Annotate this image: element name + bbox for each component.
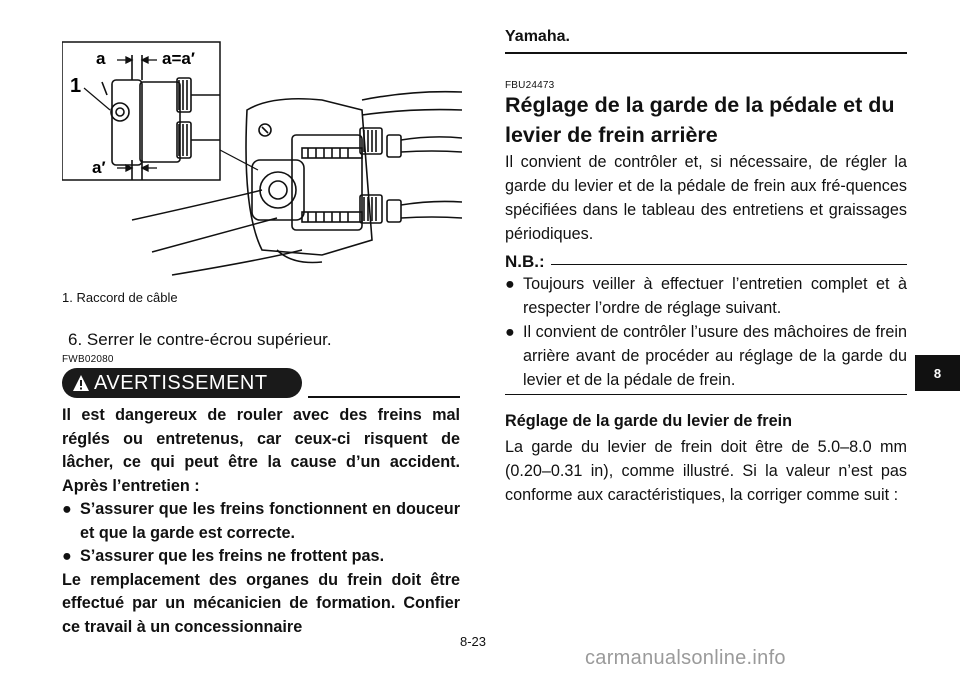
warning-bullet: [62, 498, 460, 545]
figure-label-1: 1: [70, 75, 82, 97]
section-heading: Réglage de la garde de la pédale et du levier de frein arrière: [505, 93, 895, 147]
note-label: N.B.:: [505, 252, 545, 271]
title-rule: [505, 52, 907, 54]
figure-caption: 1. Raccord de câble: [62, 290, 178, 305]
warning-code: FWB02080: [62, 354, 114, 365]
step-6: 6. Serrer le contre-écrou supérieur.: [68, 330, 332, 349]
note-item: [505, 320, 907, 392]
warning-banner: [62, 368, 460, 400]
note-end-rule: [505, 394, 907, 395]
figure-label-a-eq: a=a′: [162, 49, 195, 68]
chapter-tab: 8: [915, 355, 960, 391]
figure-label-a: a: [96, 49, 106, 68]
page-number: 8-23: [460, 634, 487, 649]
bullet-dot: ●: [62, 547, 72, 565]
note-item: [505, 272, 907, 320]
bullet-dot: ●: [505, 275, 515, 293]
warning-paragraph-1: Il est dangereux de rouler avec des freins mal réglés ou entretenus, car ceux-ci risquent de lâcher, ce qui peut être la cause d’un accident. Après l’entretien :: [62, 406, 460, 495]
warning-paragraph-2: Le remplacement des organes du frein doit être effectué par un mécanicien de formation. Confier ce travail à un concessionnaire: [62, 570, 460, 636]
warning-rule: [308, 396, 460, 398]
note-rule: [551, 264, 907, 265]
watermark: carmanualsonline.info: [585, 647, 786, 669]
sub-paragraph: La garde du levier de frein doit être de 5.0–8.0 mm (0.20–0.31 in), comme illustré. Si la valeur n’est pas conforme aux caractéristiques, la corriger comme suit :: [505, 438, 907, 504]
section-title: Yamaha.: [505, 28, 570, 45]
warning-label: AVERTISSEMENT: [94, 371, 268, 394]
brake-lever-illustration: [62, 40, 462, 290]
warning-bullet: [62, 545, 460, 569]
warning-triangle-icon: [72, 374, 90, 392]
warning-body: [62, 404, 460, 639]
intro-paragraph: Il convient de contrôler et, si nécessaire, de régler la garde du levier et de la pédale de frein aux fré-quences spécifiées dans le tableau des entretiens et graissages périodiques.: [505, 153, 907, 243]
note-item-text: Toujours veiller à effectuer l’entretien complet et à respecter l’ordre de réglage suivant.: [523, 275, 907, 317]
warning-badge: [62, 368, 302, 398]
note-list: [505, 272, 907, 392]
note-item-text: Il convient de contrôler l’usure des mâchoires de frein arrière avant de procéder au réglage de la garde du levier et de la pédale de frein.: [523, 323, 907, 389]
sub-heading: Réglage de la garde du levier de frein: [505, 412, 792, 430]
section-code: FBU24473: [505, 80, 555, 91]
warning-bullet-text: S’assurer que les freins fonctionnent en douceur et que la garde est correcte.: [80, 500, 460, 542]
bullet-dot: ●: [505, 323, 515, 341]
bullet-dot: ●: [62, 500, 72, 518]
warning-bullet-text: S’assurer que les freins ne frottent pas.: [80, 547, 385, 565]
figure-label-a-prime: a′: [92, 158, 106, 177]
